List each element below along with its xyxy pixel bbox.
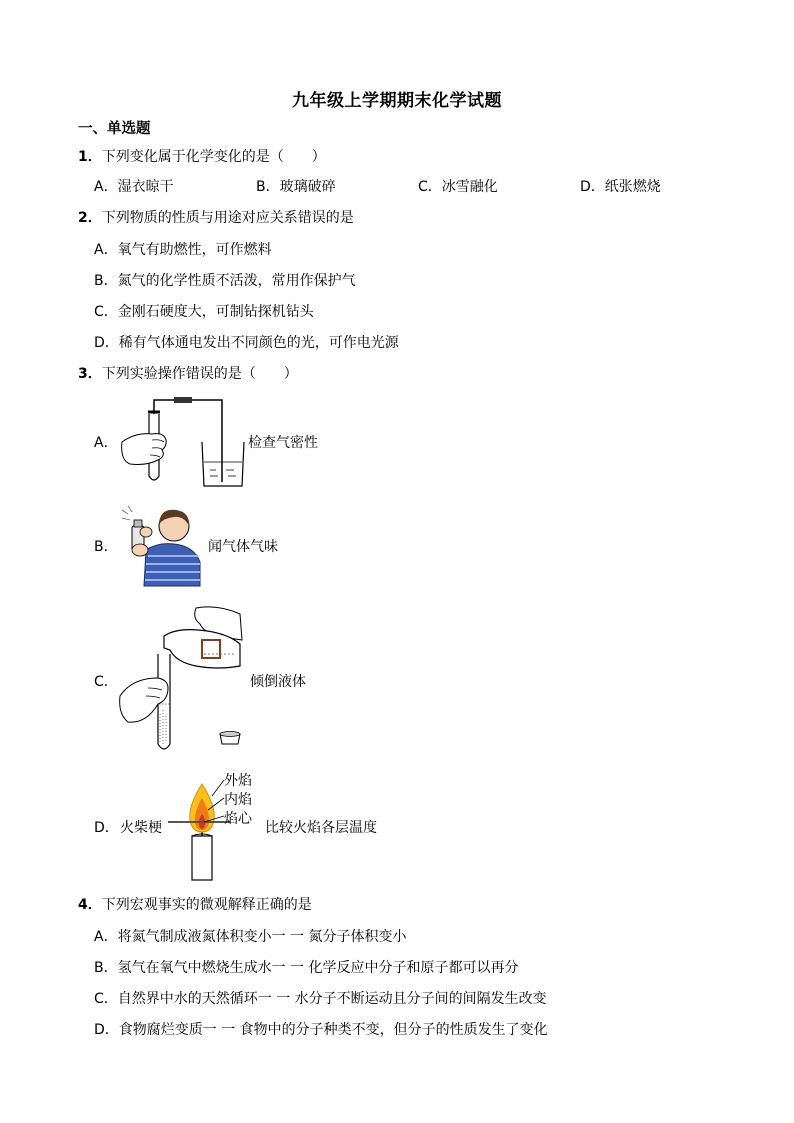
inner-flame-label: 内焰 [224, 792, 252, 808]
beaker [202, 442, 244, 486]
q4-option-b: B．氢气在氧气中燃烧生成水一 一 化学反应中分子和原子都可以再分 [94, 960, 519, 976]
hand [140, 527, 152, 537]
section-heading: 一、单选题 [78, 121, 151, 137]
q4-option-d: D．食物腐烂变质一 一 食物中的分子种类不变，但分子的性质发生了变化 [94, 1022, 548, 1038]
candle [192, 836, 212, 880]
q4-option-c: C．自然界中水的天然循环一 一 水分子不断运动且分子间的间隔发生改变 [94, 991, 547, 1007]
q3-option-b-caption: 闻气体气味 [208, 539, 278, 555]
question-stem: 下列物质的性质与用途对应关系错误的是 [101, 210, 354, 226]
fume-lines [122, 506, 132, 520]
question-number: 2． [78, 210, 102, 226]
q1-option-a: A．湿衣晾干 [94, 179, 174, 195]
q2-option-d: D．稀有气体通电发出不同颜色的光，可作电光源 [94, 335, 399, 351]
q4-option-a: A．将氮气制成液氮体积变小一 一 氮分子体积变小 [94, 929, 407, 945]
q3-option-d-caption: 比较火焰各层温度 [265, 820, 377, 836]
q1-option-d: D．纸张燃烧 [580, 179, 661, 195]
pour-liquid-figure [118, 604, 246, 754]
match-stick-label: 火柴梗 [120, 820, 162, 836]
outer-flame-label: 外焰 [224, 773, 252, 789]
q3-option-c-letter: C． [94, 674, 118, 690]
airtightness-check-figure [118, 394, 248, 486]
q3-option-a-caption: 检查气密性 [248, 435, 318, 451]
question-stem: 下列宏观事实的微观解释正确的是 [101, 897, 312, 913]
hand [132, 544, 148, 556]
smell-gas-figure [118, 502, 202, 586]
question-4 [78, 894, 312, 914]
question-3 [78, 363, 298, 383]
question-number: 1． [78, 149, 102, 165]
question-2 [78, 207, 354, 227]
flame-core-label: 焰心 [224, 811, 252, 827]
rubber-connector [174, 397, 192, 403]
q1-option-b: B．玻璃破碎 [256, 179, 336, 195]
q3-option-a-letter: A． [94, 435, 118, 451]
q3-option-c-caption: 倾倒液体 [250, 674, 306, 690]
q3-option-b-letter: B． [94, 539, 118, 555]
question-number: 4． [78, 897, 102, 913]
q2-option-c: C．金刚石硬度大，可制钻探机钻头 [94, 304, 314, 320]
question-number: 3． [78, 366, 102, 382]
question-1 [78, 146, 326, 166]
q2-option-b: B．氮气的化学性质不活泼，常用作保护气 [94, 273, 356, 289]
q2-option-a: A．氧气有助燃性，可作燃料 [94, 242, 272, 258]
q3-option-d-letter: D． [94, 820, 119, 836]
question-stem: 下列变化属于化学变化的是（ ） [101, 149, 326, 165]
question-stem: 下列实验操作错误的是（ ） [101, 366, 298, 382]
q1-option-c: C．冰雪融化 [418, 179, 498, 195]
page-title: 九年级上学期期末化学试题 [292, 91, 502, 111]
